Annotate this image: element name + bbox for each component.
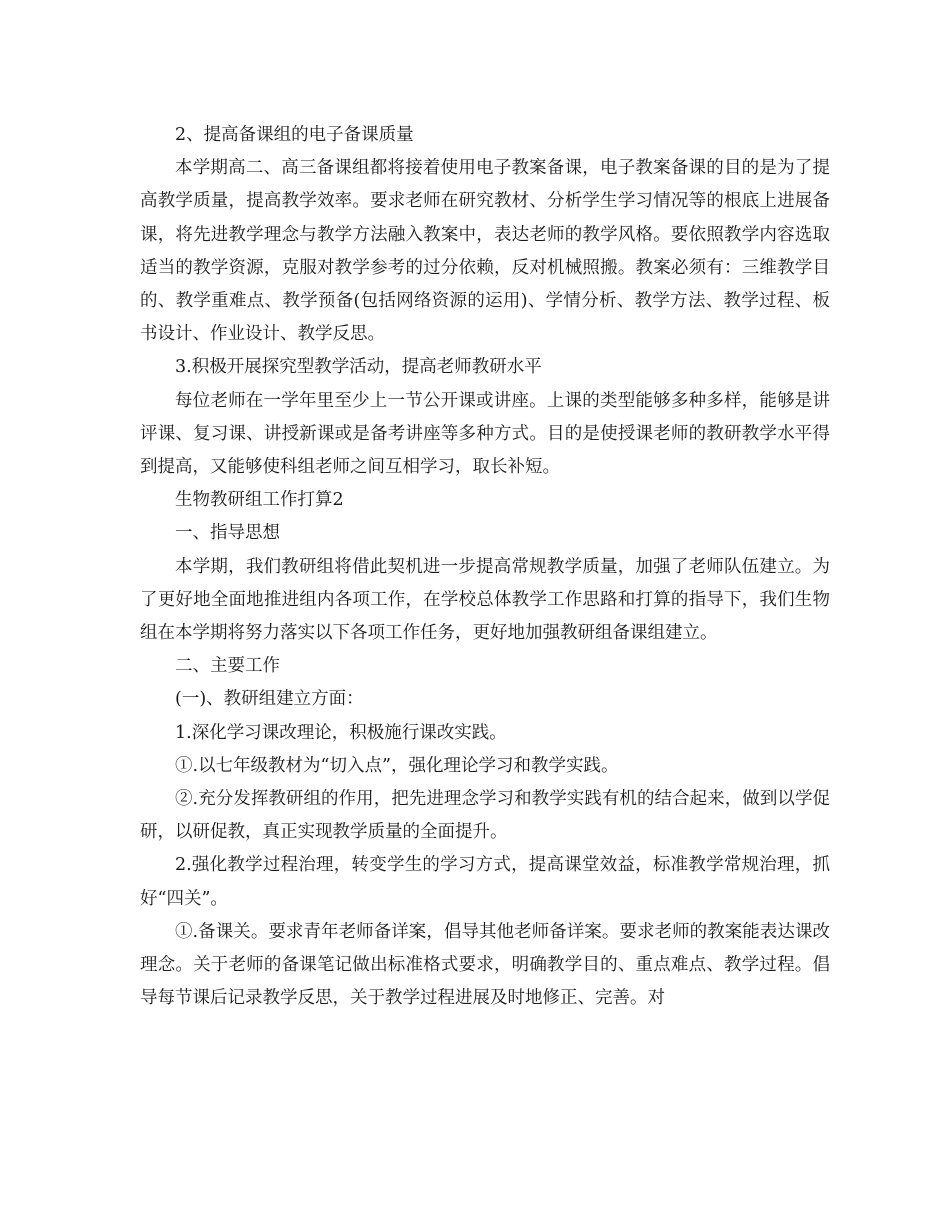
list-item: ②.充分发挥教研组的作用，把先进理念学习和教学实践有机的结合起来，做到以学促研，以研促教，真正实现教学质量的全面提升。 (140, 789, 830, 843)
list-item: 2.强化教学过程治理，转变学生的学习方式，提高课堂效益，标准教学常规治理，抓好“四关”。 (140, 855, 830, 909)
section-heading: 3.积极开展探究型教学活动，提高老师教研水平 (175, 357, 542, 378)
section-heading: 2、提高备课组的电子备课质量 (175, 125, 414, 145)
document-subtitle: 生物教研组工作打算2 (175, 490, 344, 511)
document-body (140, 119, 830, 1015)
list-item: ①.以七年级教材为“切入点”，强化理论学习和教学实践。 (175, 755, 619, 776)
list-item: 1.深化学习课改理论，积极施行课改实践。 (175, 722, 507, 743)
paragraph: 本学期高二、高三备课组都将接着使用电子教案备课，电子教案备课的目的是为了提高教学质量，提高教学效率。要求老师在研究教材、分析学生学习情况等的根底上进展备课，将先进教学理念与教学方法融入教案中，表达老师的教学风格。要依照教学内容选取适当的教学资源，克服对教学参考的过分依赖，反对机械照搬。教案必须有：三维教学目的、教学重难点、教学预备(包括网络资源的运用)、学情分析、教学方法、教学过程、板书设计、作业设计、教学反思。 (140, 158, 830, 345)
paragraph: 每位老师在一学年里至少上一节公开课或讲座。上课的类型能够多种多样，能够是讲评课、复习课、讲授新课或是备考讲座等多种方式。目的是使授课老师的教研教学水平得到提高，又能够使科组老师之间互相学习，取长补短。 (140, 390, 830, 478)
sub-heading: (一)、教研组建立方面： (175, 689, 364, 710)
section-heading: 二、主要工作 (175, 656, 280, 677)
paragraph: 本学期，我们教研组将借此契机进一步提高常规教学质量，加强了老师队伍建立。为了更好地全面地推进组内各项工作，在学校总体教学工作思路和打算的指导下，我们生物组在本学期将努力落实以下各项工作任务，更好地加强教研组备课组建立。 (140, 556, 830, 644)
list-item: ①.备课关。要求青年老师备详案，倡导其他老师备详案。要求老师的教案能表达课改理念。关于老师的备课笔记做出标准格式要求，明确教学目的、重点难点、教学过程。倡导每节课后记录教学反思，关于教学过程进展及时地修正、完善。对 (140, 921, 830, 1009)
section-heading: 一、指导思想 (175, 523, 280, 544)
